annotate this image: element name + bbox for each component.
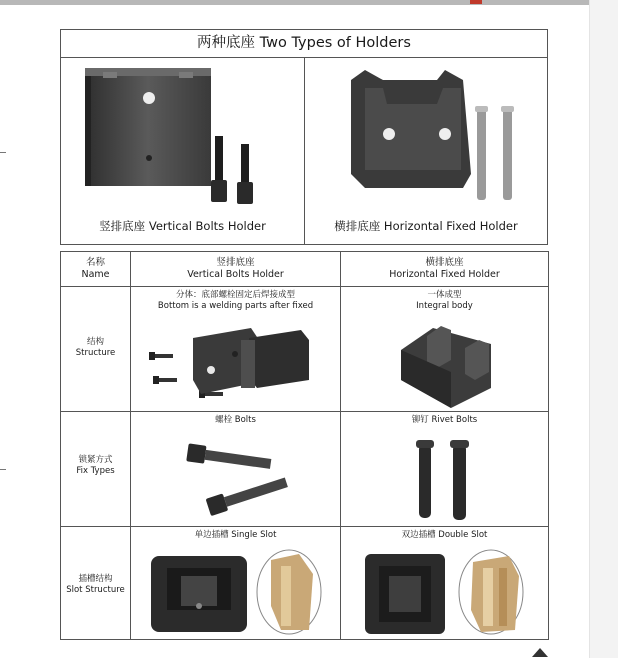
rivet-icon	[450, 440, 469, 520]
holder-types-panel	[60, 29, 548, 245]
single-slot-image	[131, 546, 340, 640]
comparison-table	[60, 251, 549, 640]
fix-types-row-label: 锁紧方式 Fix Types	[76, 455, 115, 476]
horizontal-column-header: 横排底座 Horizontal Fixed Holder	[389, 257, 500, 280]
horizontal-holder-caption: 横排底座 Horizontal Fixed Holder	[334, 219, 518, 233]
horizontal-holder-image	[305, 58, 547, 208]
rivet-icon	[475, 106, 488, 200]
panel-title: 两种底座 Two Types of Holders	[61, 30, 547, 58]
double-slot-note: 双边插槽 Double Slot	[401, 530, 488, 540]
vertical-holder-caption: 竖排底座 Vertical Bolts Holder	[99, 219, 266, 233]
slot-structure-row-label: 插槽结构 Slot Structure	[66, 574, 125, 595]
vertical-holder-cell	[61, 58, 305, 244]
vertical-holder-image	[61, 58, 305, 208]
vertical-column-header: 竖排底座 Vertical Bolts Holder	[187, 257, 284, 280]
bolt-icon	[149, 352, 173, 360]
bolt-icon	[153, 376, 177, 384]
bolt-icon	[206, 474, 290, 516]
structure-row-label: 结构 Structure	[75, 337, 116, 358]
bolts-image	[131, 428, 340, 528]
top-page-strip	[0, 0, 590, 5]
rivets-image	[341, 428, 548, 528]
edge-mark	[0, 469, 6, 470]
horizontal-holder-cell	[305, 58, 547, 244]
edge-mark	[0, 152, 6, 153]
bolt-icon	[186, 443, 272, 473]
page-nav-arrow-icon[interactable]	[532, 648, 548, 657]
single-slot-note: 单边插槽 Single Slot	[194, 530, 277, 540]
rivet-icon	[501, 106, 514, 200]
name-header: 名称 Name	[81, 257, 110, 280]
horizontal-structure-image	[341, 310, 548, 410]
bolts-note: 螺栓 Bolts	[215, 415, 256, 425]
structure-vertical-note: 分体：底部螺栓固定后焊接成型 Bottom is a welding parts after fixed	[157, 290, 314, 311]
scrollbar[interactable]	[589, 0, 618, 658]
rivet-icon	[416, 440, 434, 518]
bolt-icon	[211, 136, 227, 202]
structure-horizontal-note: 一体成型 Integral body	[416, 290, 473, 311]
bolt-icon	[237, 144, 253, 204]
double-slot-image	[341, 546, 548, 640]
vertical-structure-image	[131, 310, 340, 410]
rivets-note: 铆钉 Rivet Bolts	[411, 415, 478, 425]
